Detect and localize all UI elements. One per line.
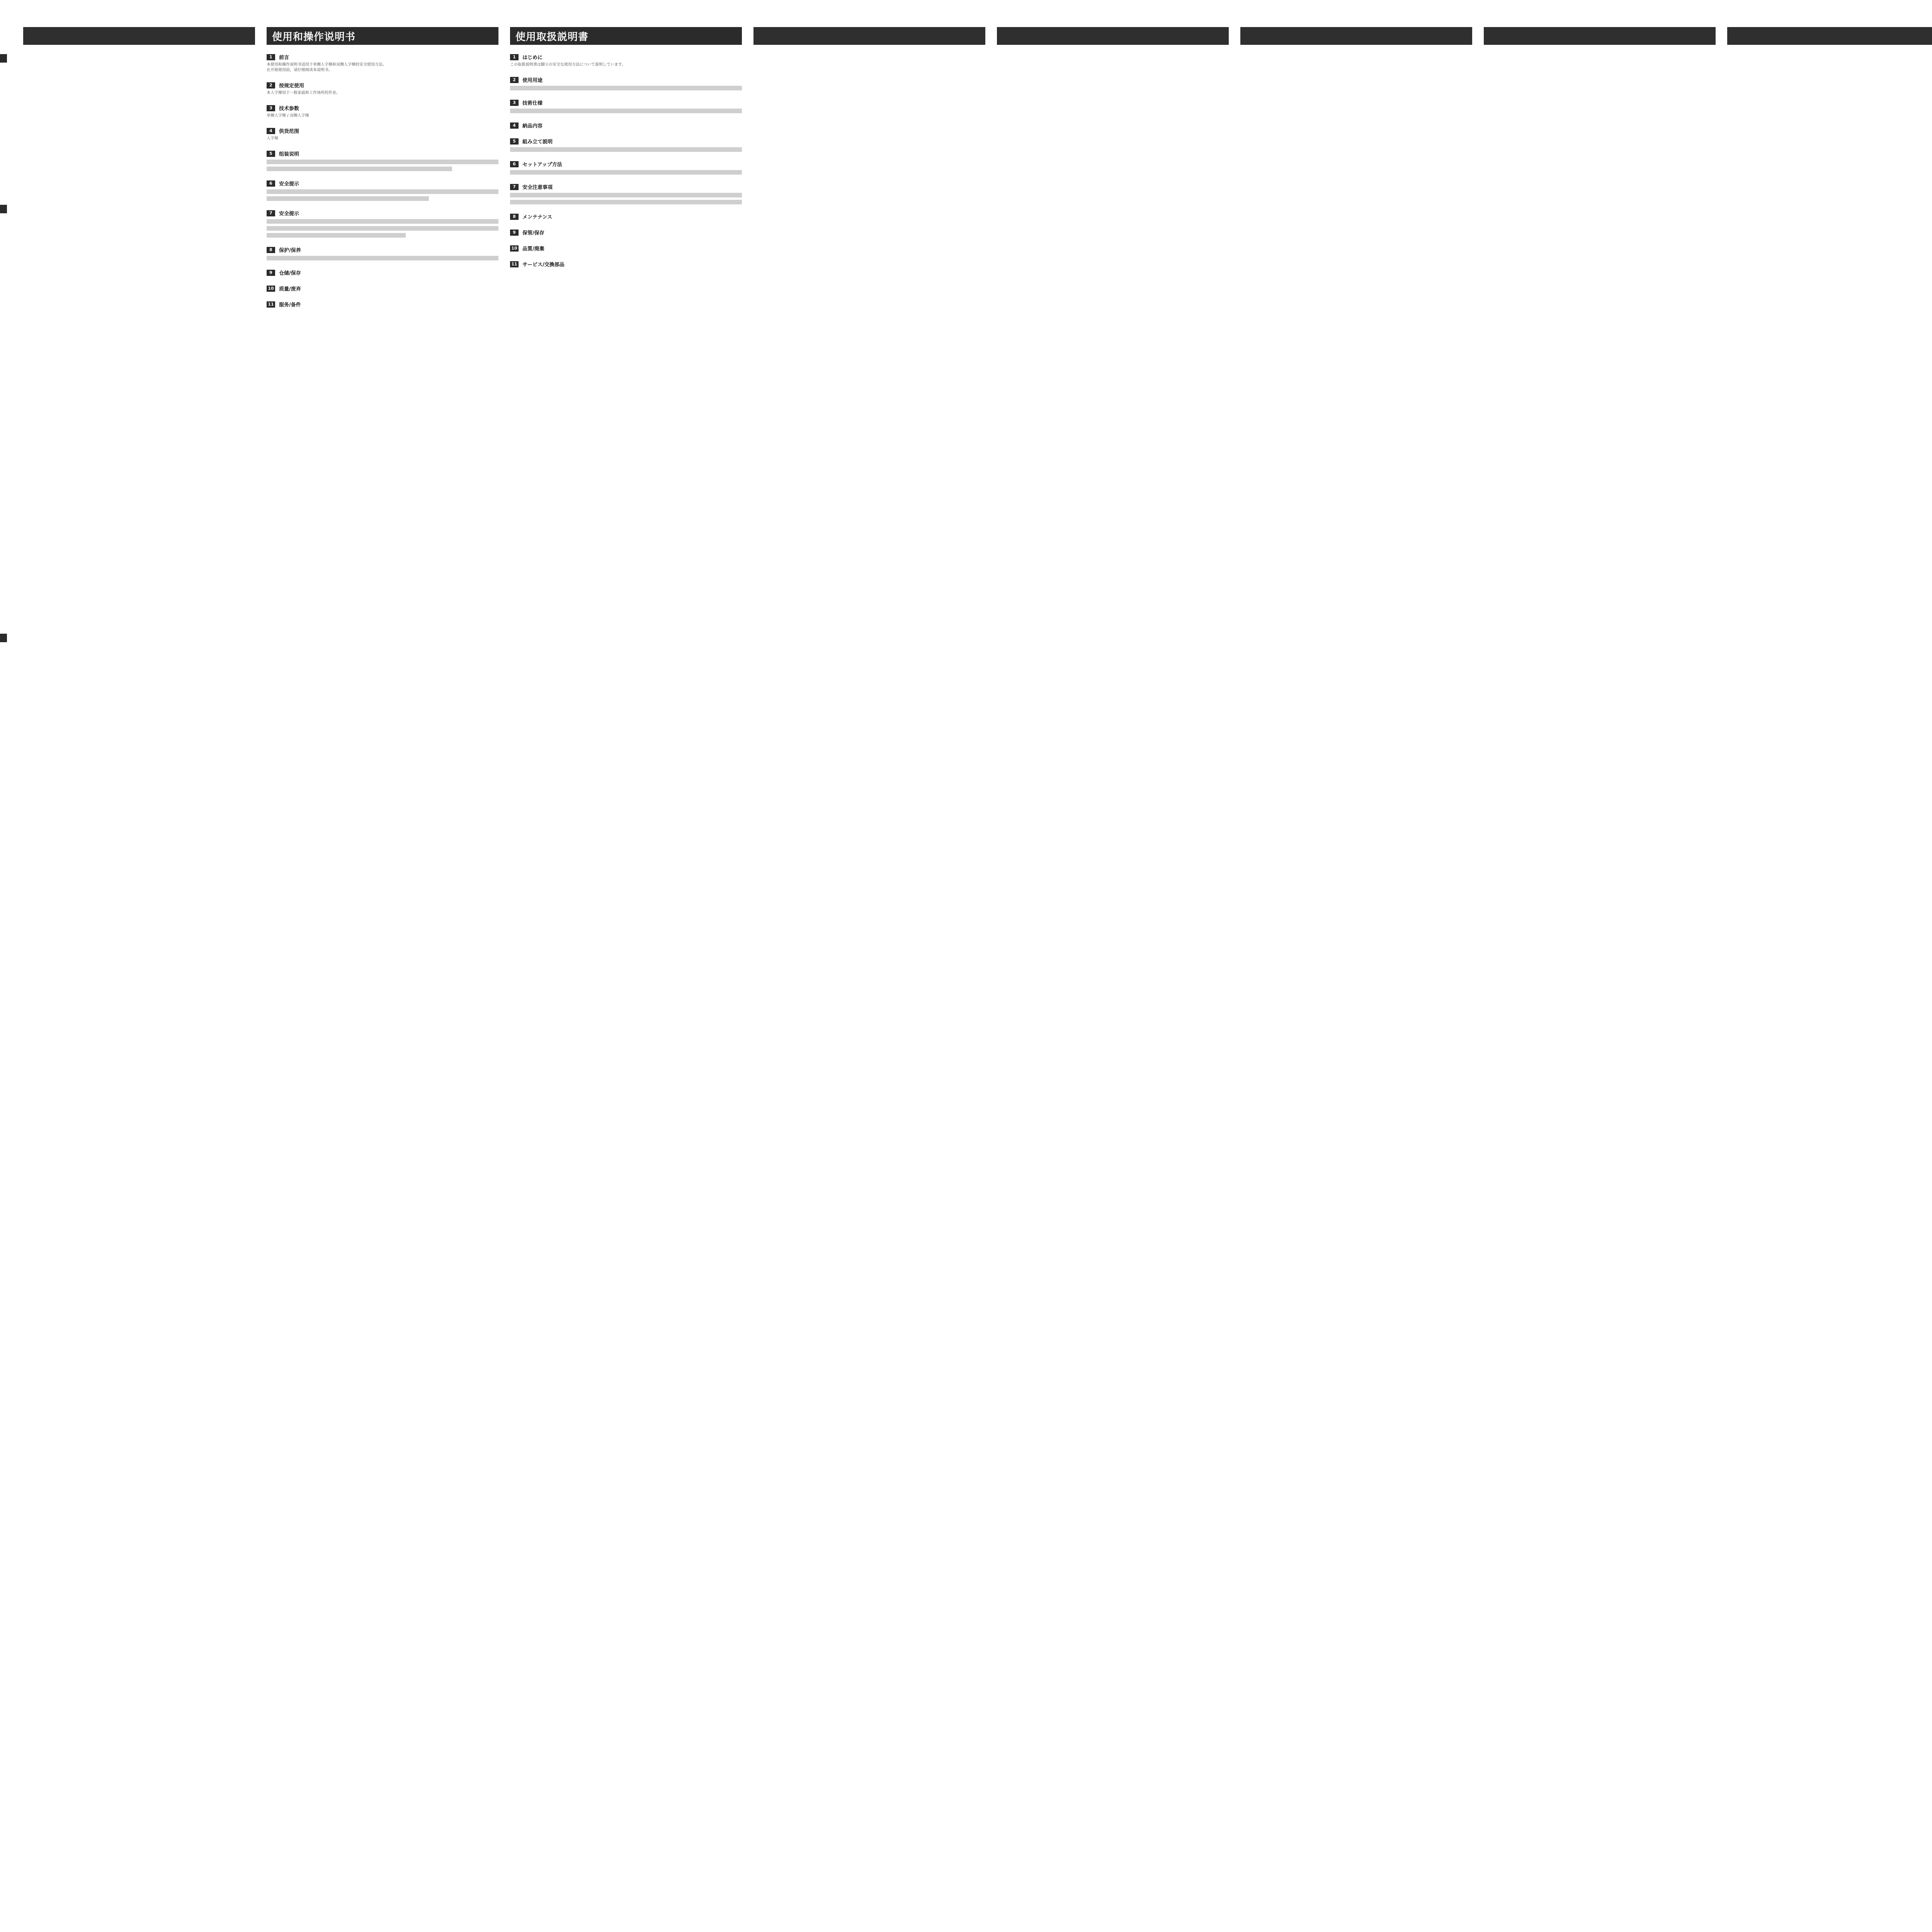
section-number: 7 xyxy=(510,184,519,190)
section-text: この取扱説明書は脚立の安全な使用方法について説明しています。 xyxy=(510,63,626,67)
section xyxy=(510,229,742,236)
section-title xyxy=(510,76,742,83)
section-number: 2 xyxy=(267,82,275,88)
text-placeholder xyxy=(267,219,498,224)
section-title xyxy=(267,180,498,187)
section-text: 本使用和操作说明书适用于单侧人字梯和双侧人字梯的安全使用方法。 在开始使用前，请仔细阅读本说明书。 xyxy=(267,63,386,72)
section-title xyxy=(267,104,498,112)
section-text: 本人字梯用于一般家庭和工作场所的作业。 xyxy=(267,91,340,95)
section-number: 3 xyxy=(267,105,275,111)
column-heading xyxy=(1484,27,1716,45)
language-marker xyxy=(0,634,7,642)
section-number: 8 xyxy=(510,214,519,220)
section-title xyxy=(510,183,742,190)
section-title-text: 組み立て説明 xyxy=(522,139,553,145)
section xyxy=(510,53,742,68)
section-number: 9 xyxy=(510,230,519,236)
section-title-text: 納品内容 xyxy=(522,123,543,129)
section-text: 单侧人字梯 / 双侧人字梯 xyxy=(267,114,309,118)
column-heading xyxy=(997,27,1229,45)
section-number: 5 xyxy=(510,138,519,145)
column-zh xyxy=(267,27,498,1932)
section-number: 4 xyxy=(510,122,519,129)
section-title xyxy=(267,269,498,276)
section xyxy=(267,53,498,73)
section-number: 1 xyxy=(510,54,519,60)
section-title-text: 按规定使用 xyxy=(279,83,304,89)
text-placeholder xyxy=(510,86,742,90)
section-title-text: 保护/保养 xyxy=(279,248,301,253)
section-number: 7 xyxy=(267,210,275,216)
section-title-text: 质量/废弃 xyxy=(279,286,301,292)
section-number: 3 xyxy=(510,100,519,106)
text-placeholder xyxy=(267,160,498,164)
section-title xyxy=(267,209,498,217)
section xyxy=(510,99,742,113)
section xyxy=(267,209,498,238)
column-5 xyxy=(997,27,1229,1932)
text-placeholder xyxy=(510,170,742,175)
section-title-text: 技术参数 xyxy=(279,106,299,112)
section-title xyxy=(510,53,742,61)
text-placeholder xyxy=(267,196,429,201)
section-title xyxy=(267,53,498,61)
column-heading xyxy=(753,27,985,45)
section xyxy=(267,246,498,260)
column-7 xyxy=(1484,27,1716,1932)
section xyxy=(510,213,742,220)
section xyxy=(510,160,742,175)
text-placeholder xyxy=(510,200,742,204)
text-placeholder xyxy=(510,193,742,197)
section-title-text: 安全提示 xyxy=(279,211,299,217)
text-placeholder xyxy=(267,189,498,194)
text-placeholder xyxy=(267,233,406,238)
column-4 xyxy=(753,27,985,1932)
section-number: 6 xyxy=(510,161,519,167)
column-heading: 使用取扱説明書 xyxy=(510,27,742,45)
section-title-text: 保管/保存 xyxy=(522,230,544,236)
section-number: 8 xyxy=(267,247,275,253)
section-title xyxy=(267,246,498,253)
section-title-text: 品質/廃棄 xyxy=(522,246,544,252)
language-marker xyxy=(0,54,7,63)
section-title xyxy=(510,138,742,145)
section-number: 6 xyxy=(267,180,275,187)
section-title xyxy=(510,122,742,129)
column-heading xyxy=(1727,27,1932,45)
section-title-text: 安全注意事項 xyxy=(522,185,553,190)
column-6 xyxy=(1240,27,1472,1932)
section-title-text: 前言 xyxy=(279,55,289,61)
section-title xyxy=(510,213,742,220)
section-number: 5 xyxy=(267,151,275,157)
text-placeholder xyxy=(267,256,498,260)
text-placeholder xyxy=(510,147,742,152)
text-placeholder xyxy=(510,109,742,113)
section xyxy=(510,260,742,268)
section-title-text: 服务/备件 xyxy=(279,302,301,308)
column-8 xyxy=(1727,27,1932,1932)
section-title xyxy=(510,260,742,268)
section xyxy=(267,285,498,292)
section-number: 10 xyxy=(267,286,275,292)
section-text: 人字梯 xyxy=(267,136,278,141)
section-title xyxy=(510,229,742,236)
section-title-text: メンテナンス xyxy=(522,214,552,220)
section xyxy=(510,138,742,152)
section xyxy=(267,104,498,119)
section xyxy=(510,76,742,90)
section-title-text: 安全提示 xyxy=(279,181,299,187)
section-title-text: 组装说明 xyxy=(279,151,299,157)
section-title xyxy=(510,245,742,252)
section-title xyxy=(267,301,498,308)
section-number: 2 xyxy=(510,77,519,83)
section-title xyxy=(267,150,498,157)
section-title xyxy=(267,285,498,292)
column-1 xyxy=(23,27,255,1932)
section-number: 9 xyxy=(267,270,275,276)
section xyxy=(267,82,498,96)
column-ja xyxy=(510,27,742,1932)
section xyxy=(510,245,742,252)
section-number: 11 xyxy=(510,261,519,267)
section xyxy=(510,183,742,204)
section-title-text: はじめに xyxy=(522,55,543,61)
column-heading: 使用和操作说明书 xyxy=(267,27,498,45)
column-heading xyxy=(23,27,255,45)
section xyxy=(267,127,498,141)
section xyxy=(510,122,742,129)
section-title-text: 仓储/保存 xyxy=(279,270,301,276)
section-number: 10 xyxy=(510,245,519,252)
section xyxy=(267,180,498,201)
section-title-text: セットアップ方法 xyxy=(522,162,562,168)
section xyxy=(267,269,498,276)
text-placeholder xyxy=(267,226,498,231)
section-title-text: 使用用途 xyxy=(522,78,543,83)
section-title-text: 技術仕様 xyxy=(522,100,543,106)
section-title xyxy=(510,99,742,106)
language-marker xyxy=(0,205,7,213)
section xyxy=(267,301,498,308)
section-number: 11 xyxy=(267,301,275,308)
section-title xyxy=(267,127,498,134)
section-title xyxy=(267,82,498,89)
section-number: 4 xyxy=(267,128,275,134)
column-heading xyxy=(1240,27,1472,45)
section xyxy=(267,150,498,171)
text-placeholder xyxy=(267,167,452,171)
section-title-text: サービス/交換部品 xyxy=(522,262,565,268)
section-title-text: 供货范围 xyxy=(279,129,299,134)
section-number: 1 xyxy=(267,54,275,60)
section-title xyxy=(510,160,742,168)
